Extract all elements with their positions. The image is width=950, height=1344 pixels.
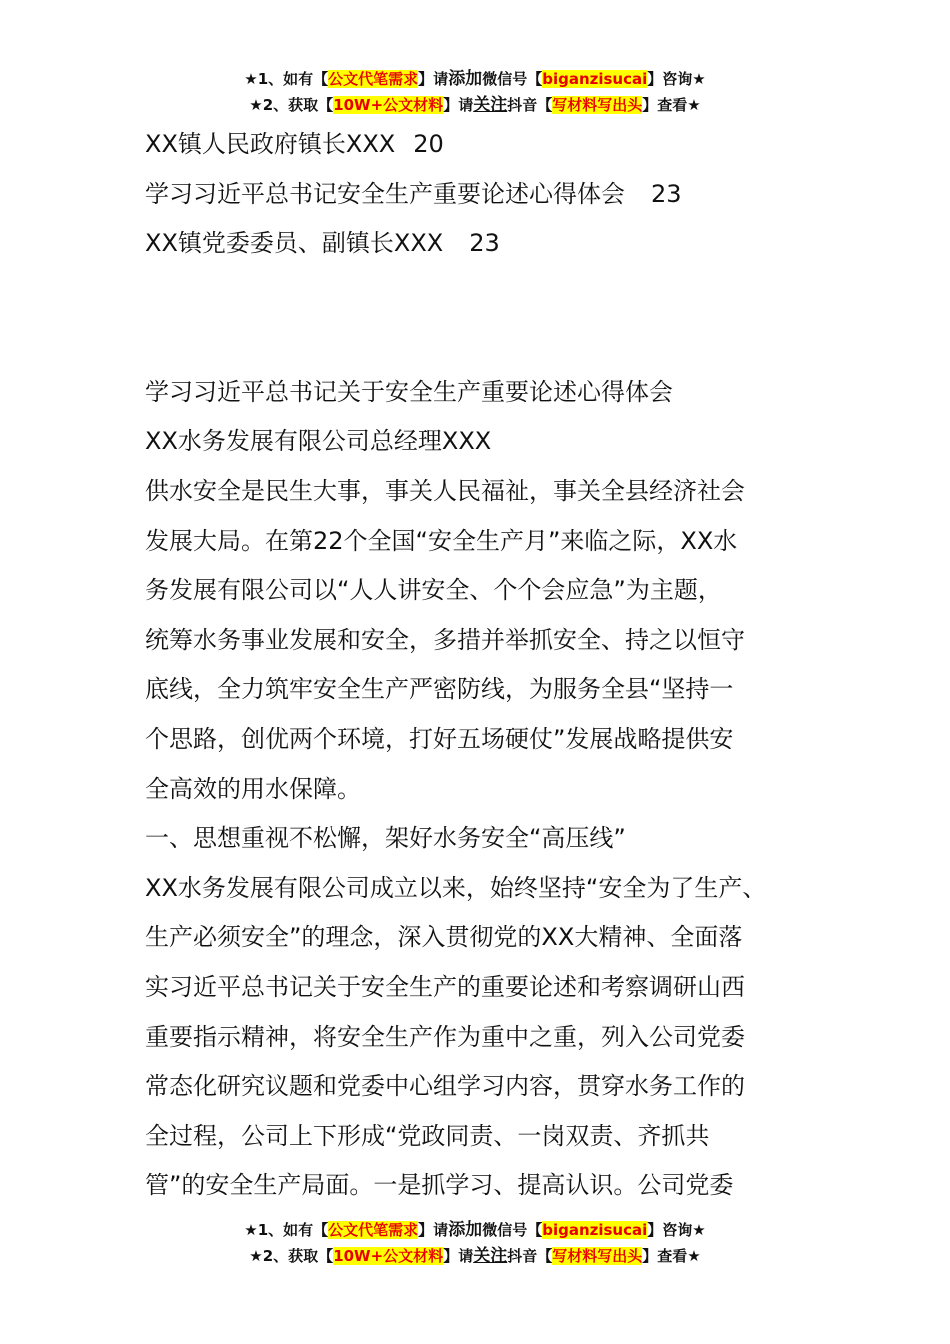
toc-page-number: 23 [469, 229, 500, 258]
banner-line-1: ★1、如有【公文代笔需求】请添加微信号【biganzisucai】咨询★ [244, 69, 706, 89]
body-line: XX水务发展有限公司成立以来，始终坚持“安全为了生产、 [145, 873, 767, 902]
body-line: 实习近平总书记关于安全生产的重要论述和考察调研山西 [145, 972, 745, 1001]
body-line: 统筹水务事业发展和安全，多措并举抓安全、持之以恒守 [145, 625, 745, 654]
toc-entry: 学习习近平总书记安全生产重要论述心得体会 23 [145, 179, 682, 208]
highlight-wechat-id: biganzisucai [542, 1221, 648, 1239]
body-line: 生产必须安全”的理念，深入贯彻党的XX大精神、全面落 [145, 923, 743, 952]
body-line: 重要指示精神，将安全生产作为重中之重，列入公司党委 [145, 1022, 745, 1051]
highlight-douyin: 写材料写出头 [552, 1247, 643, 1265]
highlight-materials: 10W+公文材料 [333, 96, 444, 114]
body-line: 底线，全力筑牢安全生产严密防线，为服务全县“坚持一 [145, 675, 734, 704]
body-line: 常态化研究议题和党委中心组学习内容，贯穿水务工作的 [145, 1072, 745, 1101]
banner-line-1: ★1、如有【公文代笔需求】请添加微信号【biganzisucai】咨询★ [244, 1220, 706, 1240]
body-line: 发展大局。在第22个全国“安全生产月”来临之际，XX水 [145, 526, 738, 555]
article-title: 学习习近平总书记关于安全生产重要论述心得体会 [145, 377, 673, 406]
highlight-service: 公文代笔需求 [328, 70, 419, 88]
toc-entry: XX镇人民政府镇长XXX 20 [145, 130, 444, 158]
body-line: 务发展有限公司以“人人讲安全、个个会应急”为主题， [145, 576, 722, 605]
highlight-wechat-id: biganzisucai [542, 70, 648, 88]
highlight-service: 公文代笔需求 [328, 1221, 419, 1239]
banner-line-2: ★2、获取【10W+公文材料】请关注抖音【写材料写出头】查看★ [249, 1246, 701, 1266]
body-line: 全过程，公司上下形成“党政同责、一岗双责、齐抓共 [145, 1121, 710, 1150]
header-banner [0, 66, 950, 118]
section-heading: 一、思想重视不松懈，架好水务安全“高压线” [145, 824, 626, 853]
banner-line-2: ★2、获取【10W+公文材料】请关注抖音【写材料写出头】查看★ [249, 95, 701, 115]
toc-page-number: 20 [413, 130, 444, 158]
body-line: 全高效的用水保障。 [145, 774, 361, 803]
highlight-douyin: 写材料写出头 [552, 96, 643, 114]
document-body [145, 120, 825, 1211]
body-line: 供水安全是民生大事，事关人民福祉，事关全县经济社会 [145, 476, 745, 505]
toc-page-number: 23 [651, 179, 682, 208]
toc-entry: XX镇党委委员、副镇长XXX 23 [145, 229, 500, 258]
footer-banner [0, 1217, 950, 1269]
body-line: 个思路，创优两个环境，打好五场硬仗”发展战略提供安 [145, 724, 734, 753]
body-line: 管”的安全生产局面。一是抓学习、提高认识。公司党委 [145, 1171, 734, 1200]
article-author: XX水务发展有限公司总经理XXX [145, 427, 492, 456]
highlight-materials: 10W+公文材料 [333, 1247, 444, 1265]
